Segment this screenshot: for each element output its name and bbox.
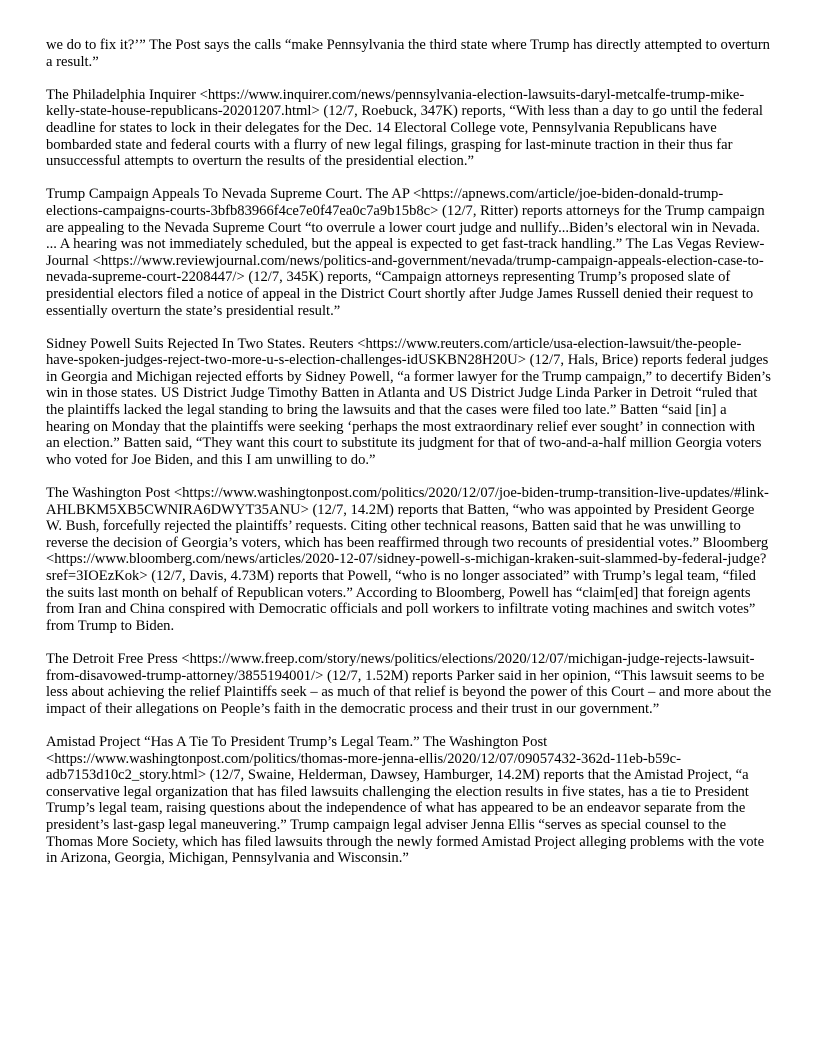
paragraph-sidney-powell-suits: Sidney Powell Suits Rejected In Two States. Reuters <https://www.reuters.com/article/usa-election-lawsuit/the-people-have-spoken-judges-reject-two-more-u-s-election-challenges-idUSKBN28H20U> (12/7, Hals, Brice) reports federal judges in Georgia and Michigan rejected efforts by Sidney Powell, “a former lawyer for the Trump campaign,” to decertify Biden’s win in those states. US District Judge Timothy Batten in Atlanta and US District Judge Linda Parker in Detroit “ruled that the plaintiffs lacked the legal standing to bring the lawsuits and that the cases were filed too late.” Batten “said [in] a hearing on Monday that the plaintiffs were seeking ‘perhaps the most extraordinary relief ever sought’ in connection with an election.” Batten said, “They want this court to substitute its judgment for that of two-and-a-half million Georgia voters who voted for Joe Biden, and this I am unwilling to do.” (46, 335, 771, 468)
paragraph-post-calls-continuation: we do to fix it?’” The Post says the calls “make Pennsylvania the third state where Trump has directly attempted to overturn a result.” (46, 37, 770, 70)
paragraph-washington-post-batten: The Washington Post <https://www.washingtonpost.com/politics/2020/12/07/joe-biden-trump-transition-live-updates/#link-AHLBKM5XB5CWNIRA6DWYT35ANU> (12/7, 14.2M) reports that Batten, “who was appointed by President George W. Bush, forcefully rejected the plaintiffs’ requests. Citing other technical reasons, Batten said that he was unwilling to reverse the decision of Georgia’s voters, which has been reaffirmed through two recounts of presidential votes.” Bloomberg <https://www.bloomberg.com/news/articles/2020-12-07/sidney-powell-s-michigan-kraken-suit-slammed-by-federal-judge?sref=3IOEzKok> (12/7, Davis, 4.73M) reports that Powell, “who is no longer associated” with Trump’s legal team, “filed the suits last month on behalf of Republican voters.” According to Bloomberg, Powell has “claim[ed] that foreign agents from Iran and China conspired with Democratic officials and poll workers to infiltrate voting machines and switch votes” from Trump to Biden. (46, 485, 769, 634)
paragraph-nevada-supreme-court-appeal: Trump Campaign Appeals To Nevada Supreme Court. The AP <https://apnews.com/article/joe-biden-donald-trump-elections-campaigns-courts-3bfb83966f4ce7e0f47ea0c7a9b15b8c> (12/7, Ritter) reports attorneys for the Trump campaign are appealing to the Nevada Supreme Court “to overrule a lower court judge and nullify...Biden’s electoral win in Nevada. ... A hearing was not immediately scheduled, but the appeal is expected to get fast-track handling.” The Las Vegas Review-Journal <https://www.reviewjournal.com/news/politics-and-government/nevada/trump-campaign-appeals-election-case-to-nevada-supreme-court-2208447/> (12/7, 345K) reports, “Campaign attorneys representing Trump’s proposed slate of presidential electors filed a notice of appeal in the District Court shortly after Judge James Russell denied their request to essentially overturn the state’s presidential result.” (46, 186, 765, 319)
paragraph-philadelphia-inquirer: The Philadelphia Inquirer <https://www.inquirer.com/news/pennsylvania-election-lawsuits-daryl-metcalfe-trump-mike-kelly-state-house-republicans-20201207.html> (12/7, Roebuck, 347K) reports, “With less than a day to go until the federal deadline for states to lock in their delegates for the Dec. 14 Electoral College vote, Pennsylvania Republicans have bombarded state and federal courts with a flurry of new legal filings, grasping for last-minute traction in their thus far unsuccessful attempts to overturn the results of the presidential election.” (46, 86, 763, 170)
paragraph-amistad-project: Amistad Project “Has A Tie To President Trump’s Legal Team.” The Washington Post <https://www.washingtonpost.com/politics/thomas-more-jenna-ellis/2020/12/07/09057432-362d-11eb-b59c-adb7153d10c2_story.html> (12/7, Swaine, Helderman, Dawsey, Hamburger, 14.2M) reports that the Amistad Project, “a conservative legal organization that has filed lawsuits challenging the election results in five states, has a tie to President Trump’s legal team, raising questions about the independence of what has appeared to be an endeavor separate from the president’s last-gasp legal maneuvering.” Trump campaign legal adviser Jenna Ellis “serves as special counsel to the Thomas More Society, which has filed lawsuits through the newly formed Amistad Project alleging problems with the vote in Arizona, Georgia, Michigan, Pennsylvania and Wisconsin.” (46, 733, 765, 867)
document-body (46, 37, 772, 883)
paragraph-detroit-free-press: The Detroit Free Press <https://www.freep.com/story/news/politics/elections/2020/12/07/michigan-judge-rejects-lawsuit-from-disavowed-trump-attorney/3855194001/> (12/7, 1.52M) reports Parker said in her opinion, “This lawsuit seems to be less about achieving the relief Plaintiffs seek – as much of that relief is beyond the power of this Court – and more about the impact of their allegations on People’s faith in the democratic process and their trust in our government.” (46, 650, 772, 717)
